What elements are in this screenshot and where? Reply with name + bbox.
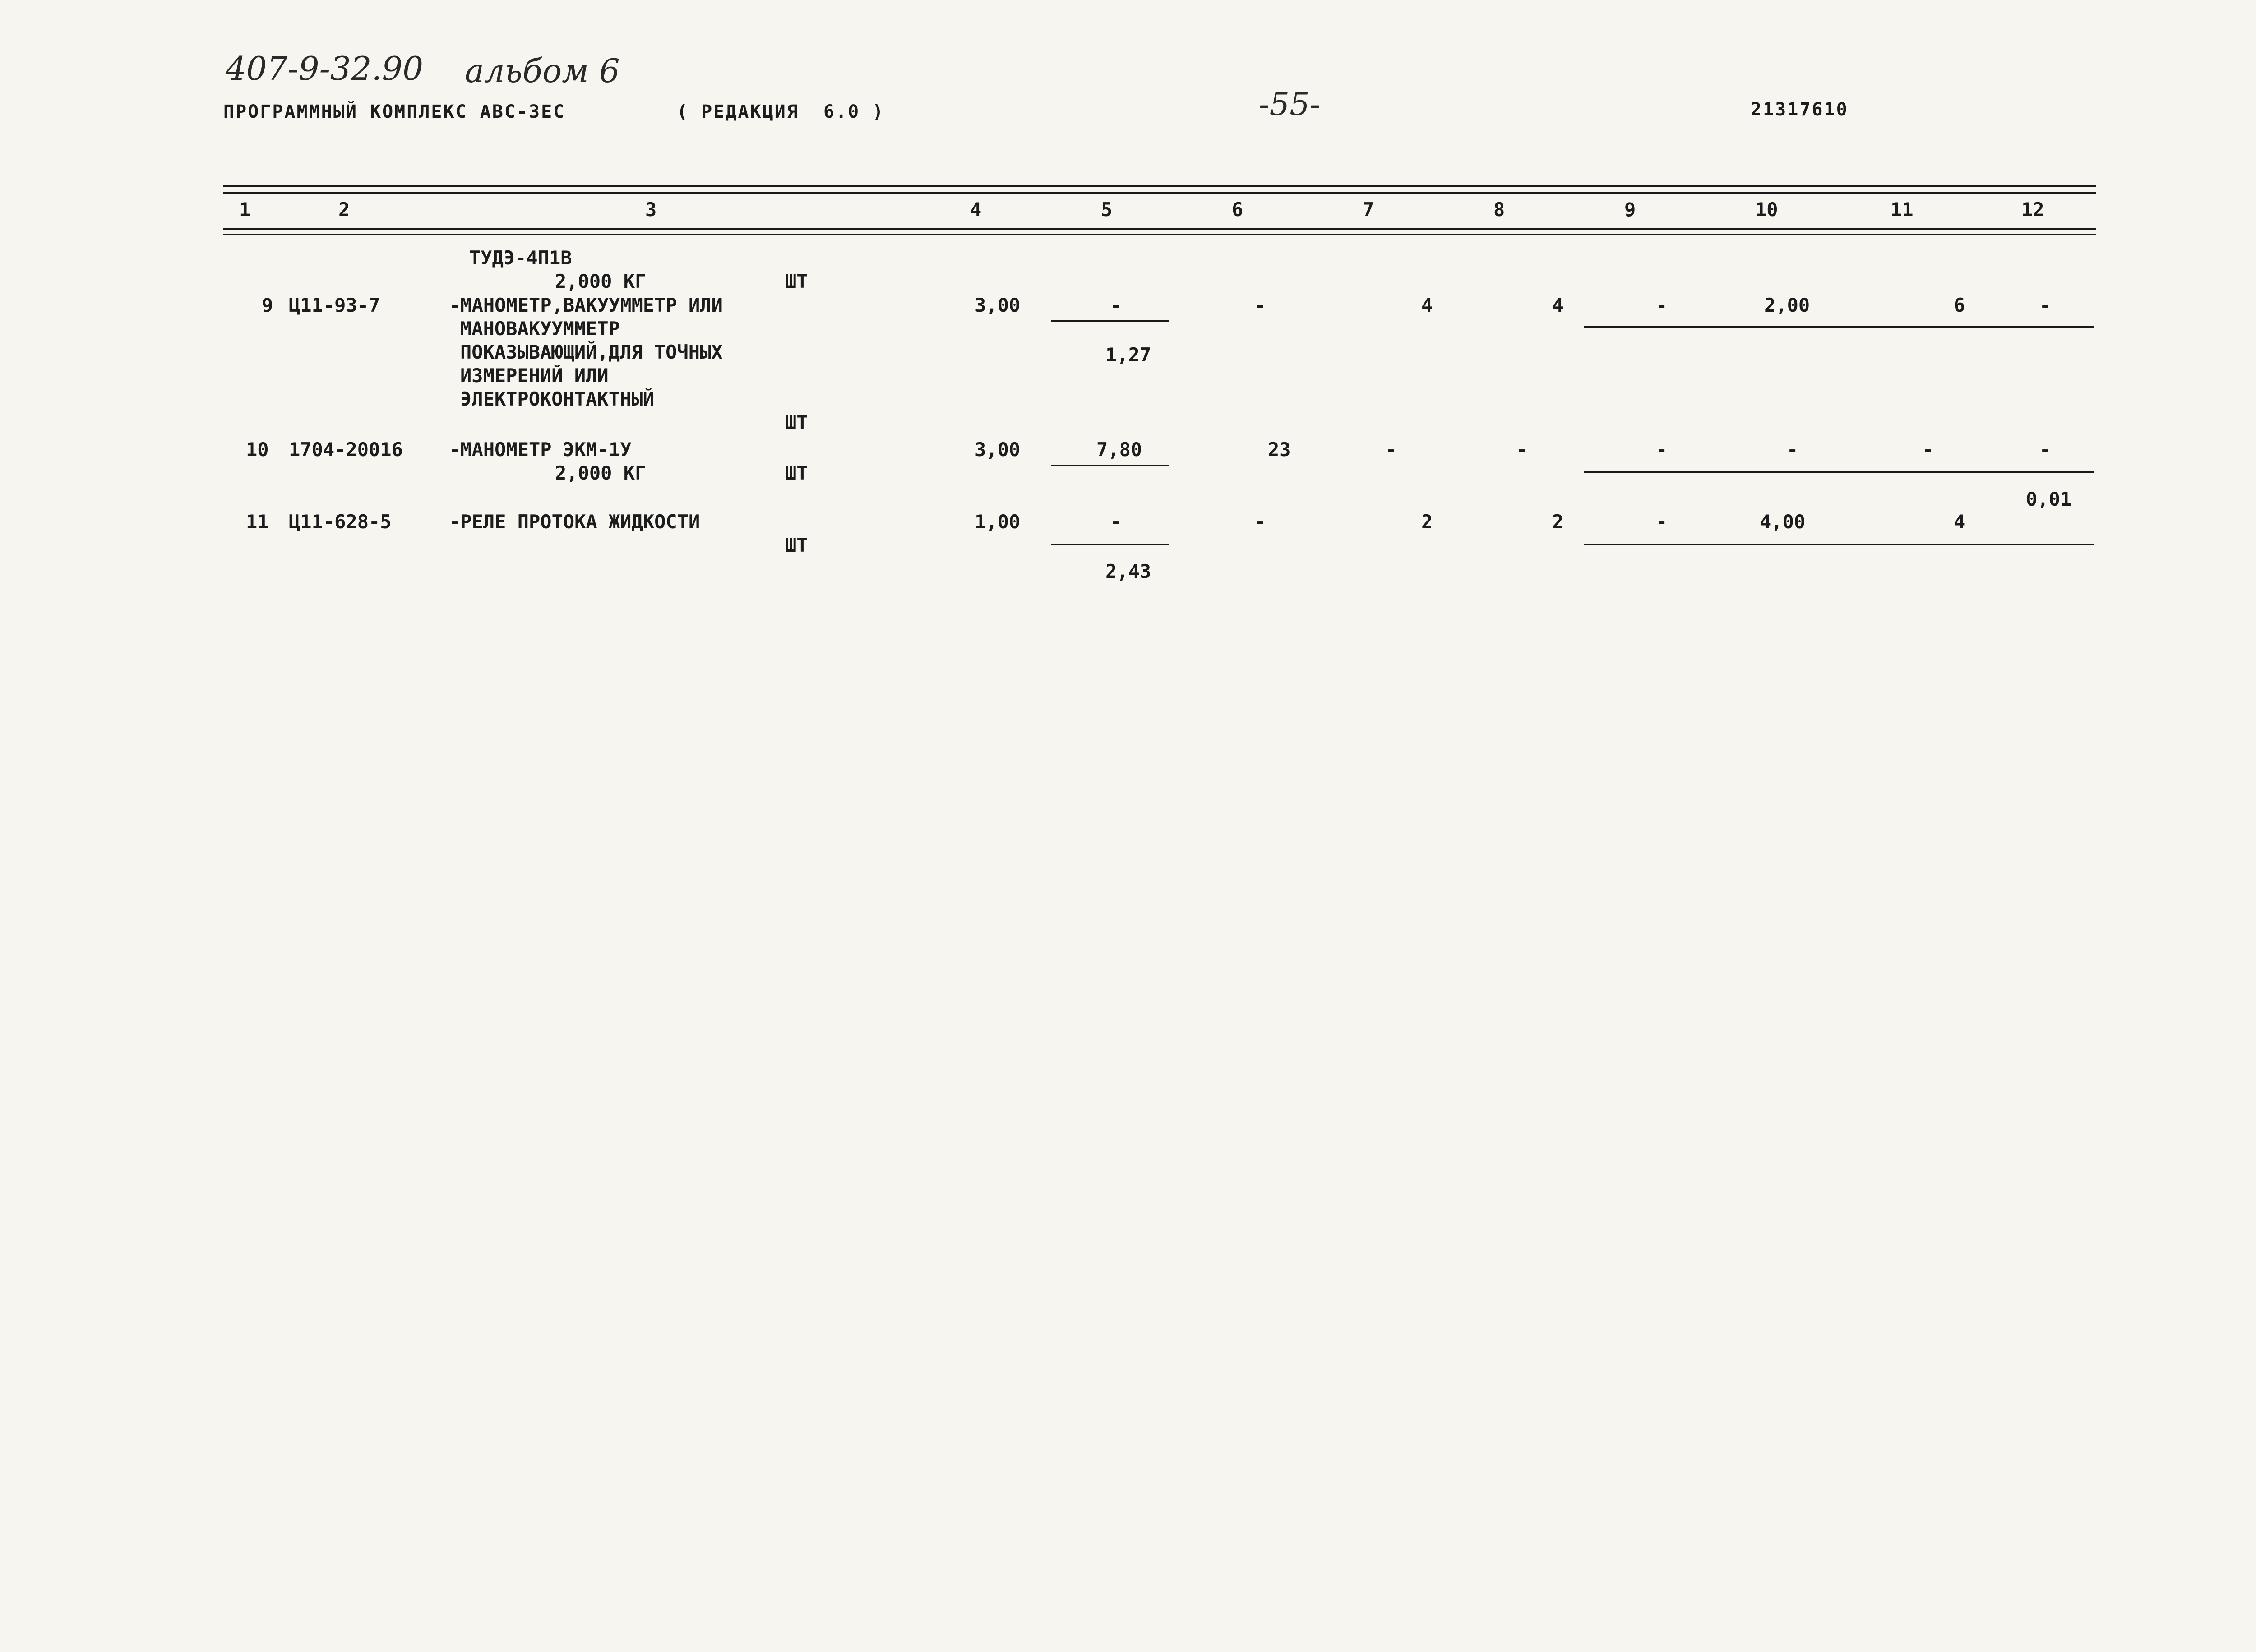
row-9-c5-rule: [1051, 320, 1169, 322]
col-12: 12: [2021, 198, 2044, 221]
row-9-name-1: -МАНОМЕТР,ВАКУУММЕТР ИЛИ: [449, 294, 723, 316]
col-3: 3: [645, 198, 657, 221]
row-11-c5b: 2,43: [1105, 560, 1151, 582]
row-11-c12: 0,01: [2026, 488, 2072, 510]
col-7: 7: [1363, 198, 1374, 221]
row-10-name-2: 2,000 КГ: [555, 462, 647, 484]
row-10-c5-rule: [1051, 465, 1169, 466]
row-0-name-2: 2,000 КГ: [555, 270, 647, 292]
row-9-c6: -: [1254, 294, 1266, 316]
row-0-name-1: ТУДЭ-4П1В: [469, 247, 572, 269]
row-10-qty: 3,00: [975, 438, 1021, 461]
row-10-c5: 7,80: [1096, 438, 1142, 461]
row-0-unit: ШТ: [785, 270, 808, 292]
row-9-name-4: ИЗМЕРЕНИЙ ИЛИ: [460, 365, 609, 387]
header-bottom-rule: [223, 228, 2096, 230]
row-10-c9: -: [1656, 438, 1668, 461]
row-11-c7: 2: [1421, 511, 1433, 533]
col-6: 6: [1232, 198, 1244, 221]
row-10-c12: -: [2039, 438, 2051, 461]
row-10-unit: ШТ: [785, 462, 808, 484]
col-1: 1: [239, 198, 251, 221]
row-10-c6: 23: [1268, 438, 1291, 461]
row-9-name-2: МАНОВАКУУММЕТР: [460, 318, 620, 340]
row-10-c10: -: [1787, 438, 1798, 461]
row-11-c5: -: [1110, 511, 1122, 533]
row-10-c8: -: [1516, 438, 1528, 461]
row-11-name-1: -РЕЛЕ ПРОТОКА ЖИДКОСТИ: [449, 511, 700, 533]
header-top-rule: [223, 185, 2096, 187]
row-9-c5b: 1,27: [1105, 344, 1151, 366]
row-9-c7: 4: [1421, 294, 1433, 316]
row-11-num: 11: [246, 511, 269, 533]
row-9-code: Ц11-93-7: [289, 294, 380, 316]
row-9-unit: ШТ: [785, 411, 808, 434]
row-9-c5: -: [1110, 294, 1122, 316]
header-bottom-rule-2: [223, 234, 2096, 235]
col-9: 9: [1624, 198, 1636, 221]
row-11-unit: ШТ: [785, 534, 808, 556]
col-11: 11: [1891, 198, 1914, 221]
row-9-c9: -: [1656, 294, 1668, 316]
row-11-c5-rule: [1051, 544, 1169, 545]
doc-id: 21317610: [1751, 99, 1849, 120]
page-number: -55-: [1259, 86, 1321, 123]
doc-code: 407-9-32.90: [226, 50, 424, 88]
album-note: альбом 6: [465, 52, 620, 90]
row-9-name-5: ЭЛЕКТРОКОНТАКТНЫЙ: [460, 388, 654, 410]
row-11-c11: 4: [1954, 511, 1965, 533]
row-9-c8: 4: [1552, 294, 1564, 316]
row-11-qty: 1,00: [975, 511, 1021, 533]
row-11-c10: 4,00: [1760, 511, 1806, 533]
row-10-right-rule: [1584, 471, 2094, 473]
row-10-c11: -: [1922, 438, 1934, 461]
row-10-num: 10: [246, 438, 269, 461]
col-8: 8: [1493, 198, 1505, 221]
row-9-c10: 2,00: [1764, 294, 1810, 316]
row-9-c11: 6: [1954, 294, 1965, 316]
header-top-rule-2: [223, 192, 2096, 194]
row-10-code: 1704-20016: [289, 438, 403, 461]
row-9-name-3: ПОКАЗЫВАЮЩИЙ,ДЛЯ ТОЧНЫХ: [460, 341, 723, 363]
row-11-c8: 2: [1552, 511, 1564, 533]
row-10-name-1: -МАНОМЕТР ЭКМ-1У: [449, 438, 632, 461]
row-9-qty: 3,00: [975, 294, 1021, 316]
row-9-c12: -: [2039, 294, 2051, 316]
col-10: 10: [1755, 198, 1778, 221]
row-9-right-rule: [1584, 326, 2094, 328]
edition: ( РЕДАКЦИЯ 6.0 ): [677, 102, 885, 122]
row-11-c9: -: [1656, 511, 1668, 533]
row-10-c7: -: [1385, 438, 1397, 461]
row-11-c6: -: [1254, 511, 1266, 533]
program-title: ПРОГРАММНЫЙ КОМПЛЕКС АВС-3ЕС: [223, 102, 566, 122]
row-11-right-rule: [1584, 544, 2094, 545]
row-9-num: 9: [262, 294, 273, 316]
col-5: 5: [1101, 198, 1113, 221]
col-2: 2: [338, 198, 350, 221]
col-4: 4: [970, 198, 982, 221]
row-11-code: Ц11-628-5: [289, 511, 392, 533]
